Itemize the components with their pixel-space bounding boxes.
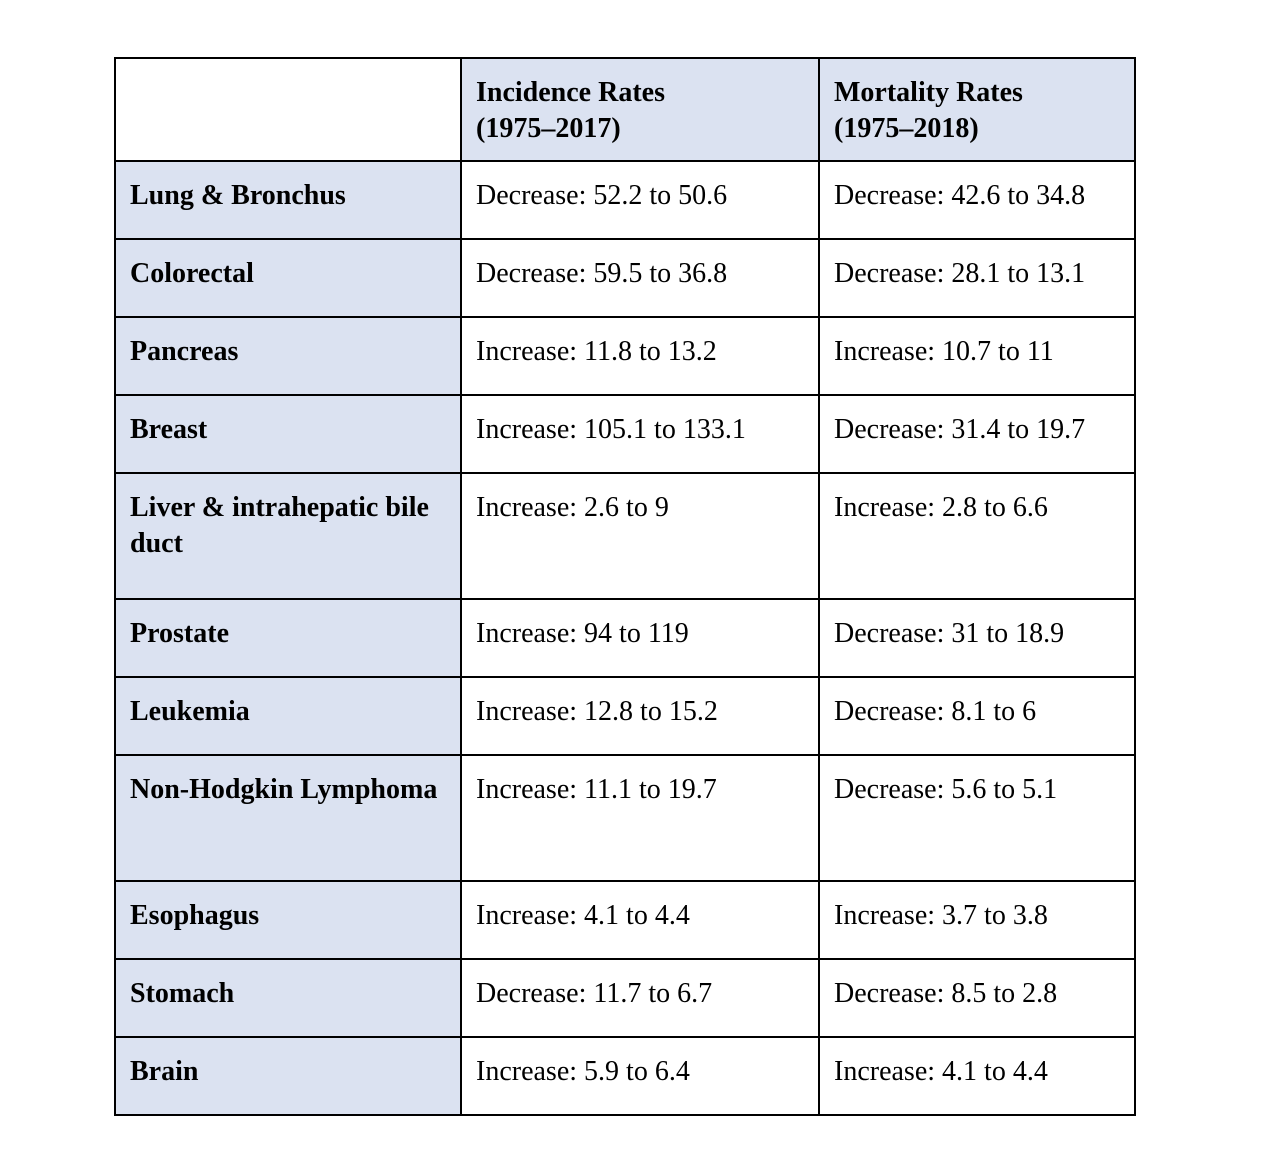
table-row: [115, 239, 1135, 317]
cancer-site-label: Brain: [115, 1037, 461, 1115]
header-row: [115, 58, 1135, 161]
mortality-value: Increase: 4.1 to 4.4: [819, 1037, 1135, 1115]
cancer-site-label: Pancreas: [115, 317, 461, 395]
mortality-value: Decrease: 8.1 to 6: [819, 677, 1135, 755]
incidence-value: Decrease: 11.7 to 6.7: [461, 959, 819, 1037]
mortality-value: Increase: 10.7 to 11: [819, 317, 1135, 395]
incidence-value: Increase: 11.1 to 19.7: [461, 755, 819, 881]
incidence-value: Increase: 2.6 to 9: [461, 473, 819, 599]
table-header: [115, 58, 1135, 161]
incidence-value: Decrease: 52.2 to 50.6: [461, 161, 819, 239]
cancer-site-label: Esophagus: [115, 881, 461, 959]
rates-table: [114, 57, 1136, 1116]
cancer-site-label: Stomach: [115, 959, 461, 1037]
mortality-value: Decrease: 28.1 to 13.1: [819, 239, 1135, 317]
header-mortality: Mortality Rates (1975–2018): [819, 58, 1135, 161]
table-body: [115, 161, 1135, 1115]
mortality-value: Increase: 3.7 to 3.8: [819, 881, 1135, 959]
cancer-site-label: Colorectal: [115, 239, 461, 317]
incidence-value: Increase: 94 to 119: [461, 599, 819, 677]
cancer-site-label: Leukemia: [115, 677, 461, 755]
cancer-site-label: Lung & Bronchus: [115, 161, 461, 239]
header-blank-cell: [115, 58, 461, 161]
table-row: [115, 755, 1135, 881]
mortality-value: Decrease: 42.6 to 34.8: [819, 161, 1135, 239]
cancer-site-label: Breast: [115, 395, 461, 473]
cancer-site-label: Prostate: [115, 599, 461, 677]
mortality-value: Decrease: 8.5 to 2.8: [819, 959, 1135, 1037]
table-row: [115, 677, 1135, 755]
mortality-value: Increase: 2.8 to 6.6: [819, 473, 1135, 599]
mortality-value: Decrease: 31.4 to 19.7: [819, 395, 1135, 473]
incidence-value: Increase: 11.8 to 13.2: [461, 317, 819, 395]
cancer-site-label: Liver & intrahepatic bile duct: [115, 473, 461, 599]
mortality-value: Decrease: 31 to 18.9: [819, 599, 1135, 677]
table-row: [115, 599, 1135, 677]
incidence-value: Increase: 12.8 to 15.2: [461, 677, 819, 755]
table-row: [115, 881, 1135, 959]
table-row: [115, 473, 1135, 599]
incidence-value: Increase: 4.1 to 4.4: [461, 881, 819, 959]
table-row: [115, 395, 1135, 473]
incidence-value: Increase: 5.9 to 6.4: [461, 1037, 819, 1115]
mortality-value: Decrease: 5.6 to 5.1: [819, 755, 1135, 881]
table-row: [115, 1037, 1135, 1115]
cancer-site-label: Non-Hodgkin Lymphoma: [115, 755, 461, 881]
header-incidence: Incidence Rates (1975–2017): [461, 58, 819, 161]
table-row: [115, 317, 1135, 395]
table-row: [115, 959, 1135, 1037]
incidence-value: Decrease: 59.5 to 36.8: [461, 239, 819, 317]
table-row: [115, 161, 1135, 239]
incidence-value: Increase: 105.1 to 133.1: [461, 395, 819, 473]
